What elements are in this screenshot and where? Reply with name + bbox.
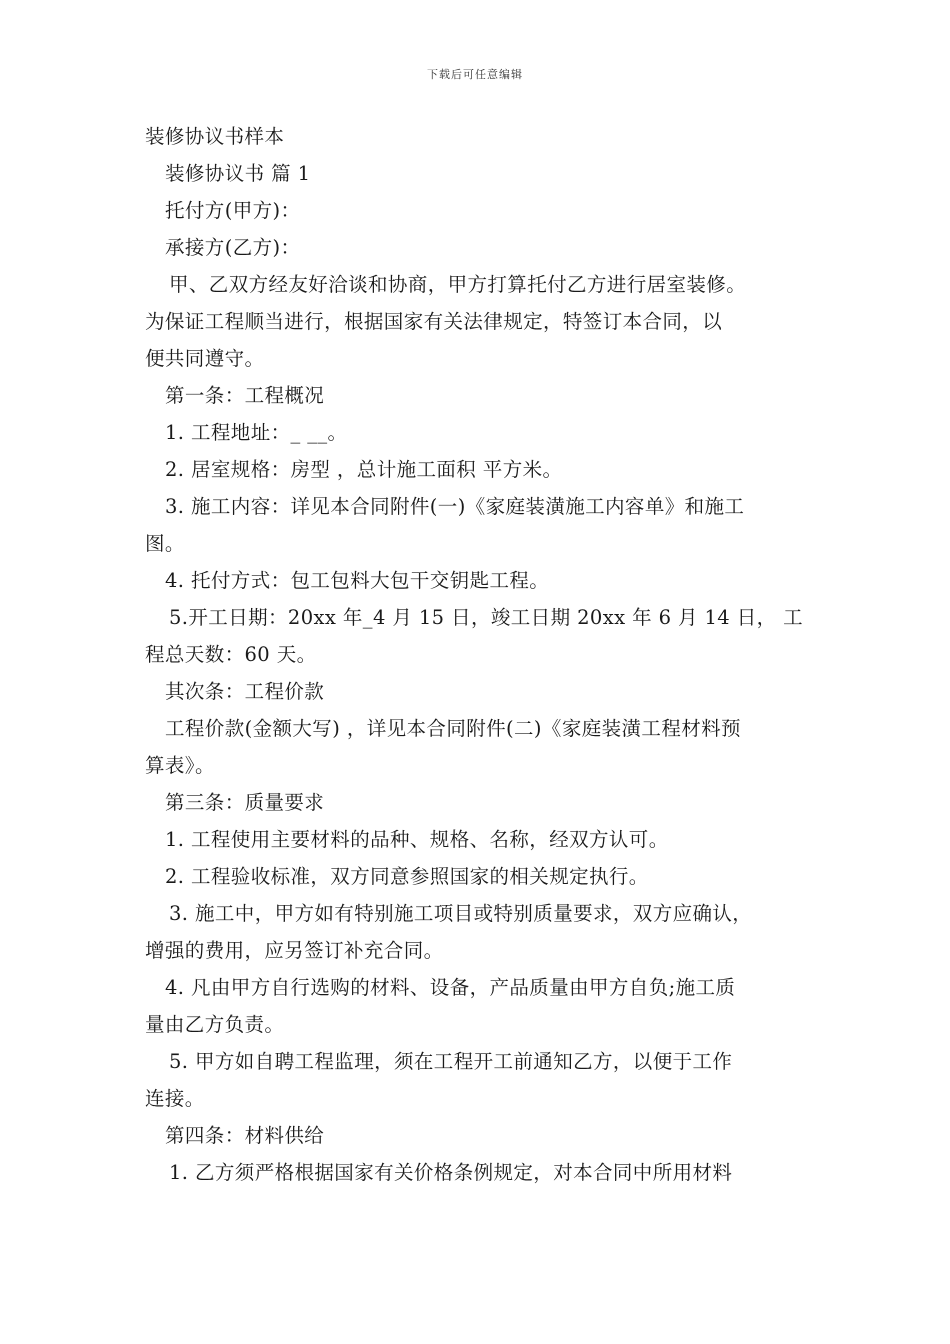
text-line: 5. 甲方如自聘工程监理，须在工程开工前通知乙方，以便于工作: [169, 1050, 733, 1073]
text-line: 1. 工程地址：_ __。: [165, 421, 348, 444]
text-line: 其次条：工程价款: [165, 680, 325, 703]
text-line: 承接方(乙方)：: [165, 236, 301, 259]
text-line: 1. 乙方须严格根据国家有关价格条例规定，对本合同中所用材料: [169, 1161, 733, 1184]
text-line: 图。: [145, 532, 185, 555]
text-line: 工程价款(金额大写) ，详见本合同附件(二)《家庭装潢工程材料预: [165, 717, 741, 740]
text-line: 第一条：工程概况: [165, 384, 325, 407]
text-line: 托付方(甲方)：: [165, 199, 301, 222]
text-line: 量由乙方负责。: [145, 1013, 285, 1036]
page-header: 下载后可任意编辑: [427, 68, 523, 81]
text-line: 4. 凡由甲方自行选购的材料、设备，产品质量由甲方自负;施工质: [165, 976, 736, 999]
text-line: 3. 施工中，甲方如有特别施工项目或特别质量要求，双方应确认，: [169, 902, 753, 925]
text-line: 甲、乙双方经友好洽谈和协商，甲方打算托付乙方进行居室装修。: [169, 273, 747, 296]
text-line: 算表》。: [145, 754, 215, 777]
text-line: 程总天数：60 天。: [145, 643, 317, 666]
text-line: 连接。: [145, 1087, 205, 1110]
paragraph-lines: [145, 155, 815, 1191]
text-line: 第四条：材料供给: [165, 1124, 325, 1147]
text-line: 4. 托付方式：包工包料大包干交钥匙工程。: [165, 569, 550, 592]
text-line: 增强的费用，应另签订补充合同。: [145, 939, 444, 962]
document-body: [145, 118, 815, 1191]
text-line: 5.开工日期：20xx 年_4 月 15 日，竣工日期 20xx 年 6 月 14 日， 工: [169, 606, 803, 629]
text-line: 2. 工程验收标准，双方同意参照国家的相关规定执行。: [165, 865, 649, 888]
text-line: 为保证工程顺当进行，根据国家有关法律规定，特签订本合同，以: [145, 310, 723, 333]
text-line: 3. 施工内容：详见本合同附件(一)《家庭装潢施工内容单》和施工: [165, 495, 745, 518]
text-line: 1. 工程使用主要材料的品种、规格、名称，经双方认可。: [165, 828, 669, 851]
text-line: 便共同遵守。: [145, 347, 265, 370]
text-line: 第三条：质量要求: [165, 791, 325, 814]
text-line: 2. 居室规格：房型 ，总计施工面积 平方米。: [165, 458, 563, 481]
document-title: 装修协议书样本: [145, 125, 285, 148]
text-line: 装修协议书 篇 1: [165, 162, 311, 185]
